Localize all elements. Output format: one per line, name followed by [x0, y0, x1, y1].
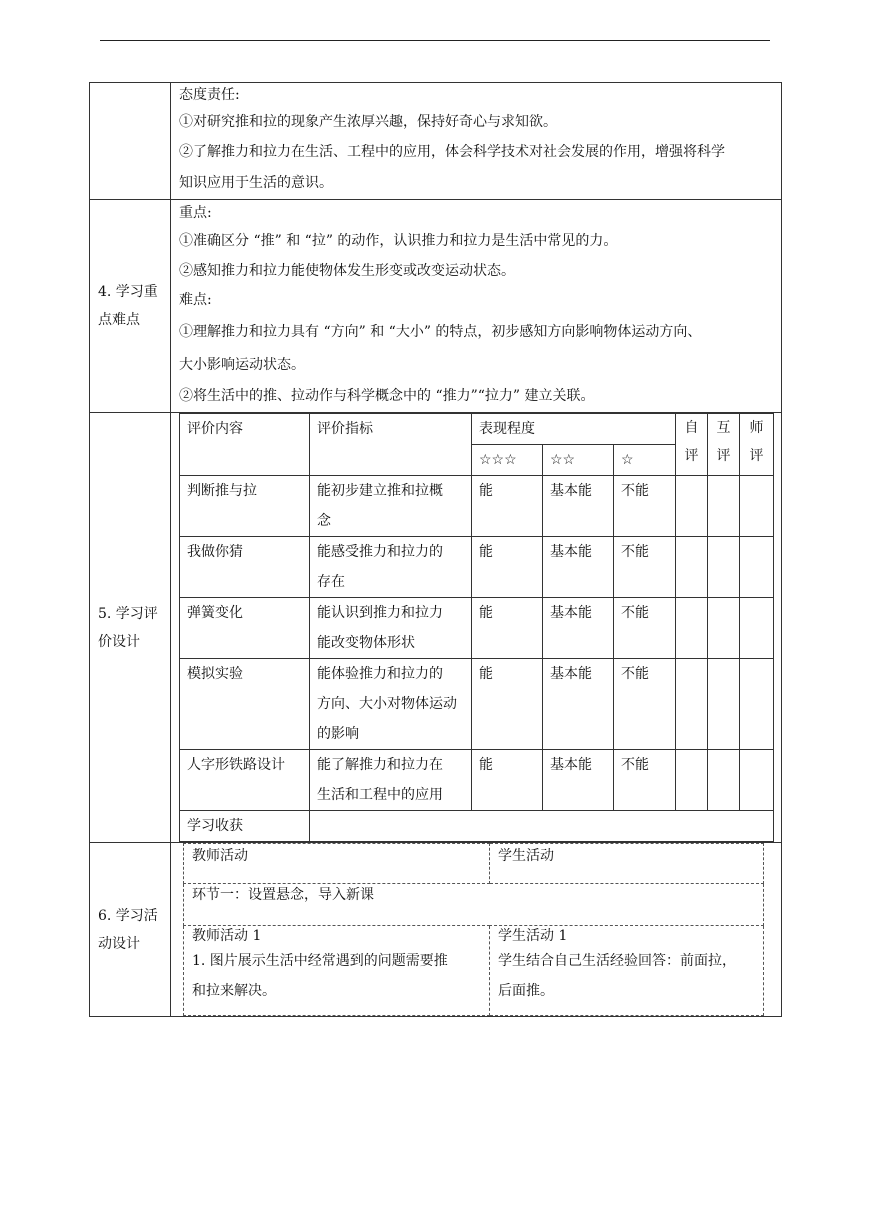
text-line: ①理解推力和拉力具有 “方向” 和 “大小” 的特点，初步感知方向影响物体运动方向、 [179, 324, 702, 340]
header-two-star: ☆☆ [543, 445, 614, 476]
student-activity-title: 学生活动 1 [498, 928, 568, 944]
table-row [180, 659, 774, 750]
row-three-star: 能 [472, 598, 543, 659]
label-line: 5. 学习评 [98, 605, 158, 622]
section-activity-label [90, 843, 171, 1017]
teacher-activity-header: 教师活动 [184, 844, 490, 884]
stage-row [184, 884, 764, 926]
text-line: ②了解推力和拉力在生活、工程中的应用，体会科学技术对社会发展的作用，增强将科学 [179, 144, 725, 160]
row-teacher-eval [740, 476, 774, 537]
table-row [180, 476, 774, 537]
row-harvest-value [310, 811, 774, 842]
row-peer-eval [708, 659, 740, 750]
stage-title: 环节一：设置悬念，导入新课 [184, 884, 764, 926]
row-one-star: 不能 [614, 476, 676, 537]
row-indicator: 能体验推力和拉力的 方向、大小对物体运动 的影响 [310, 659, 472, 750]
header-content: 评价内容 [180, 414, 310, 476]
text-line: ②感知推力和拉力能使物体发生形变或改变运动状态。 [179, 263, 515, 279]
student-activity-header: 学生活动 [490, 844, 764, 884]
header-rule [100, 40, 770, 41]
row-three-star: 能 [472, 476, 543, 537]
evaluation-table [179, 413, 774, 842]
row-one-star: 不能 [614, 659, 676, 750]
student-activity-line: 学生结合自己生活经验回答：前面拉， [498, 953, 736, 969]
row-three-star: 能 [472, 750, 543, 811]
row-content: 弹簧变化 [180, 598, 310, 659]
teacher-activity-title: 教师活动 1 [192, 928, 262, 944]
activity-row [184, 926, 764, 1016]
text-line: 难点: [179, 292, 212, 308]
teacher-activity-cell [184, 926, 490, 1016]
header-teacher-eval: 师 评 [740, 414, 774, 476]
header-peer-eval: 互 评 [708, 414, 740, 476]
row-indicator: 能认识到推力和拉力 能改变物体形状 [310, 598, 472, 659]
header-three-star: ☆☆☆ [472, 445, 543, 476]
row-peer-eval [708, 598, 740, 659]
row-two-star: 基本能 [543, 598, 614, 659]
row-content: 我做你猜 [180, 537, 310, 598]
row-two-star: 基本能 [543, 750, 614, 811]
row-self-eval [676, 659, 708, 750]
text-line: 大小影响运动状态。 [179, 357, 305, 373]
row-one-star: 不能 [614, 750, 676, 811]
section-activity-row [90, 843, 782, 1017]
student-activity-line: 后面推。 [498, 983, 554, 999]
activity-header-row [184, 844, 764, 884]
row-self-eval [676, 476, 708, 537]
text-line: ①准确区分 “推” 和 “拉” 的动作，认识推力和拉力是生活中常见的力。 [179, 233, 618, 249]
teacher-activity-line: 和拉来解决。 [192, 983, 276, 999]
lesson-plan-table [89, 82, 782, 1017]
table-row [180, 537, 774, 598]
text-line: ②将生活中的推、拉动作与科学概念中的 “推力”“拉力” 建立关联。 [179, 388, 595, 404]
section-attitude-row [90, 83, 782, 200]
section-attitude-content [171, 83, 782, 200]
row-content: 判断推与拉 [180, 476, 310, 537]
label-line: 价设计 [98, 633, 140, 650]
row-self-eval [676, 537, 708, 598]
text-line: 态度责任: [179, 87, 240, 103]
row-indicator: 能感受推力和拉力的 存在 [310, 537, 472, 598]
row-teacher-eval [740, 598, 774, 659]
table-row [180, 598, 774, 659]
row-peer-eval [708, 537, 740, 598]
row-harvest-label: 学习收获 [180, 811, 310, 842]
section-evaluation-content [171, 413, 782, 843]
section-key-points-content [171, 200, 782, 413]
teacher-activity-line: 1. 图片展示生活中经常遇到的问题需要推 [192, 953, 448, 969]
section-key-points-label [90, 200, 171, 413]
section-attitude-label [90, 83, 171, 200]
row-teacher-eval [740, 750, 774, 811]
row-three-star: 能 [472, 659, 543, 750]
section-activity-content [171, 843, 782, 1017]
row-indicator: 能初步建立推和拉概 念 [310, 476, 472, 537]
header-self-eval: 自 评 [676, 414, 708, 476]
text-line: 知识应用于生活的意识。 [179, 175, 333, 191]
row-three-star: 能 [472, 537, 543, 598]
header-indicator: 评价指标 [310, 414, 472, 476]
table-row [180, 811, 774, 842]
section-key-points-row [90, 200, 782, 413]
row-peer-eval [708, 750, 740, 811]
row-teacher-eval [740, 537, 774, 598]
row-self-eval [676, 598, 708, 659]
table-header-row [180, 414, 774, 445]
row-two-star: 基本能 [543, 537, 614, 598]
label-line: 动设计 [98, 935, 140, 952]
row-two-star: 基本能 [543, 476, 614, 537]
label-line: 6. 学习活 [98, 907, 158, 924]
row-two-star: 基本能 [543, 659, 614, 750]
row-one-star: 不能 [614, 537, 676, 598]
label-line: 4. 学习重 [98, 284, 158, 300]
text-line: ①对研究推和拉的现象产生浓厚兴趣，保持好奇心与求知欲。 [179, 114, 557, 130]
section-evaluation-label [90, 413, 171, 843]
row-self-eval [676, 750, 708, 811]
row-content: 人字形铁路设计 [180, 750, 310, 811]
row-indicator: 能了解推力和拉力在 生活和工程中的应用 [310, 750, 472, 811]
header-one-star: ☆ [614, 445, 676, 476]
table-row [180, 750, 774, 811]
row-one-star: 不能 [614, 598, 676, 659]
row-teacher-eval [740, 659, 774, 750]
label-line: 点难点 [98, 312, 140, 328]
row-content: 模拟实验 [180, 659, 310, 750]
row-peer-eval [708, 476, 740, 537]
text-line: 重点: [179, 205, 212, 221]
header-degree: 表现程度 [472, 414, 676, 445]
student-activity-cell [490, 926, 764, 1016]
section-evaluation-row [90, 413, 782, 843]
activity-table [183, 843, 764, 1016]
